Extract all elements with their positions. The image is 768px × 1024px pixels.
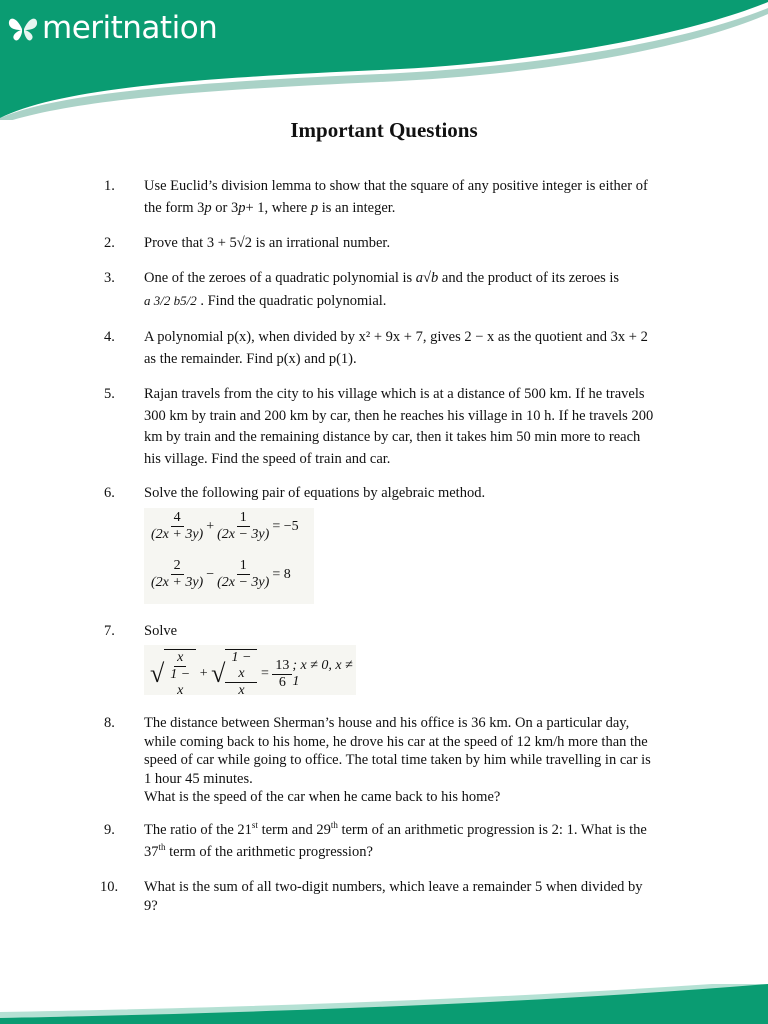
- question-7: [104, 621, 674, 643]
- question-text: km by train and the remaining distance by car, then it takes him 50 min more to reach: [144, 429, 641, 445]
- question-text: A polynomial p(x), when divided by x² + 9x + 7, gives 2 − x as the quotient and 3x + 2: [144, 329, 648, 345]
- question-text: The distance between Sherman’s house and his office is 36 km. On a particular day,: [144, 715, 630, 731]
- butterfly-icon: [6, 11, 40, 45]
- question-text: the form 3p or 3p+ 1, where p is an integer.: [144, 199, 396, 216]
- question-10: [100, 878, 674, 915]
- question-text: What is the speed of the car when he came back to his home?: [144, 789, 501, 805]
- footer-band: [0, 984, 768, 1024]
- equation-1: $\frac{4}{(2x + 3y)}$ + $\frac{1}{(2x - 3y)}$ = −5: [151, 510, 299, 542]
- question-text: speed of car while going to office. The total time taken by him while travelling in car is: [144, 752, 651, 768]
- question-text: 37th term of the arithmetic progression?: [144, 841, 373, 860]
- question-text: as the remainder. Find p(x) and p(1).: [144, 350, 357, 367]
- power-expression: a 3/2 b5/2: [144, 292, 197, 308]
- question-text: Use Euclid’s division lemma to show that the square of any positive integer is either of: [144, 178, 648, 194]
- brand-name: meritnation: [42, 10, 218, 46]
- question-number: 7.: [104, 623, 115, 639]
- question-6: [104, 483, 674, 505]
- question-text: Prove that 3 + 5√2 is an irrational number.: [144, 235, 391, 251]
- brand-logo[interactable]: [6, 6, 217, 50]
- question-text: Solve the following pair of equations by algebraic method.: [144, 485, 486, 501]
- question-text: The ratio of the 21st term and 29th term of an arithmetic progression is 2: 1. What is the: [144, 820, 647, 838]
- question-text: Solve: [144, 623, 178, 639]
- question-number: 6.: [104, 485, 115, 501]
- question-text: while coming back to his home, he drove his car at the speed of 12 km/h more than the: [144, 733, 648, 750]
- question-text: One of the zeroes of a quadratic polynomial is a√b and the product of its zeroes is: [144, 270, 620, 286]
- question-3: [104, 268, 674, 312]
- question-text: 1 hour 45 minutes.: [144, 770, 253, 787]
- question-text: 9?: [144, 897, 158, 914]
- equation-pair: [144, 508, 314, 604]
- question-number: 9.: [104, 822, 115, 838]
- question-number: 8.: [104, 715, 115, 731]
- question-4: [104, 327, 674, 370]
- question-number: 2.: [104, 235, 115, 251]
- question-number: 1.: [104, 178, 115, 194]
- question-1: [104, 176, 674, 219]
- question-number: 10.: [100, 879, 119, 895]
- question-text: 300 km by train and 200 km by car, then he reaches his village in 10 h. If he travels 200: [144, 407, 654, 424]
- equation-2: $\frac{2}{(2x + 3y)}$ − $\frac{1}{(2x - 3y)}$ = 8: [151, 558, 291, 590]
- question-9: [104, 820, 674, 863]
- question-number: 3.: [104, 270, 115, 286]
- question-8: [104, 714, 674, 807]
- equation-7: √ $\frac{x}{1 - x}$ + √ $\frac{1 - x}{x}$ = $\frac{13}{6}$ ; x ≠ 0, x ≠ 1: [144, 645, 356, 695]
- question-5: [104, 384, 674, 470]
- question-text: his village. Find the speed of train and car.: [144, 450, 391, 467]
- question-text: What is the sum of all two-digit numbers, which leave a remainder 5 when divided by: [144, 879, 643, 895]
- question-number: 4.: [104, 329, 115, 345]
- page-title: Important Questions: [290, 118, 478, 142]
- question-text: a 3/2 b5/2 . Find the quadratic polynomial.: [144, 292, 387, 309]
- question-2: [104, 233, 674, 255]
- question-text: Rajan travels from the city to his village which is at a distance of 500 km. If he travels: [144, 386, 645, 402]
- question-number: 5.: [104, 386, 115, 402]
